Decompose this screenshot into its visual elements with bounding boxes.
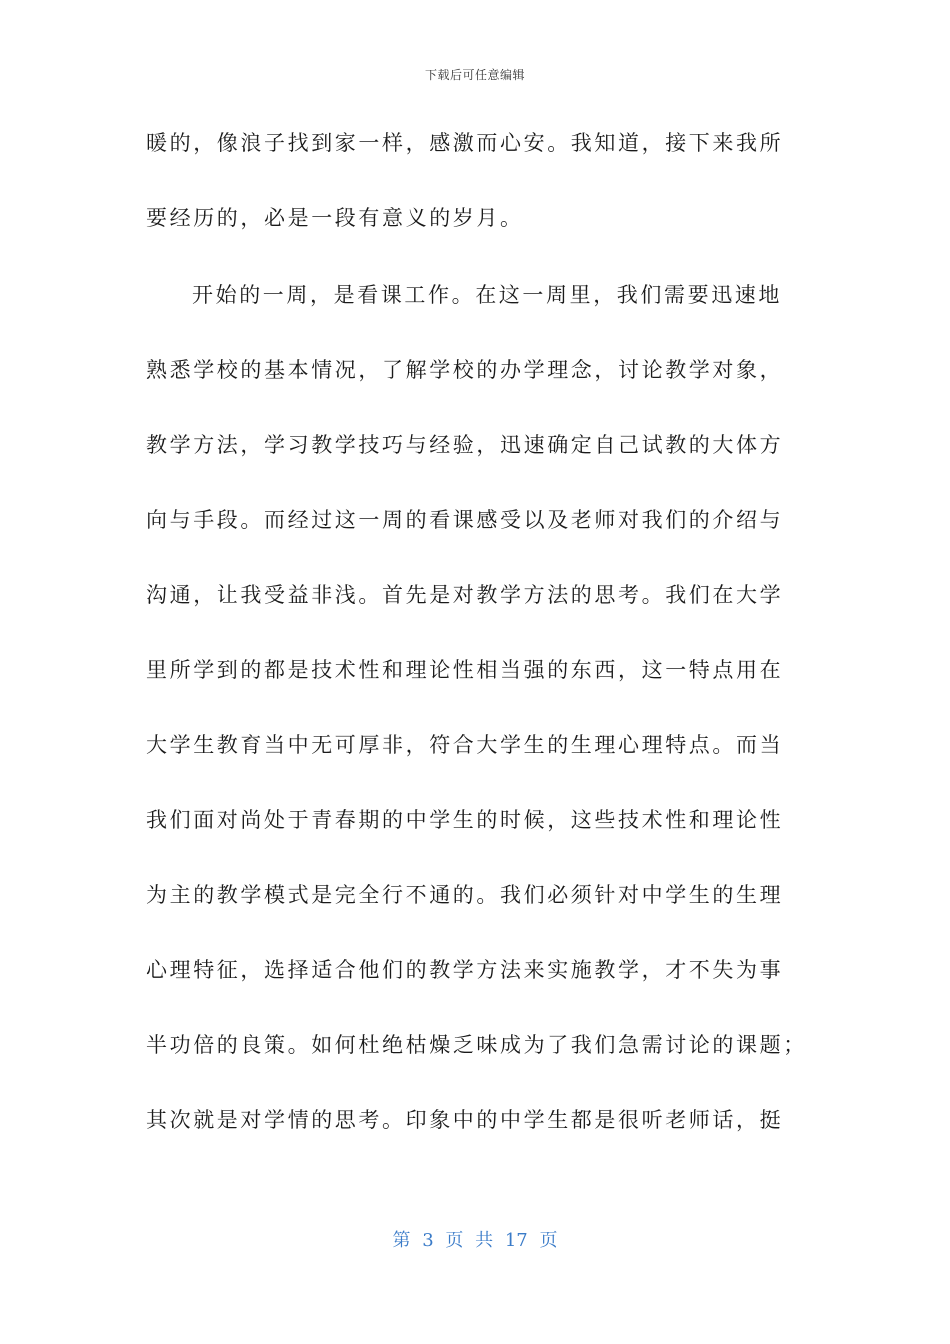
paragraph-first-line: 开始的一周，是看课工作。在这一周里，我们需要迅速地 bbox=[192, 283, 782, 307]
text-line: 为主的教学模式是完全行不通的。我们必须针对中学生的生理 bbox=[146, 883, 784, 907]
page-number: 第 3 页 共 17 页 bbox=[392, 1230, 558, 1251]
text-line: 教学方法，学习教学技巧与经验，迅速确定自己试教的大体方 bbox=[146, 433, 784, 457]
text-line: 要经历的，必是一段有意义的岁月。 bbox=[146, 206, 524, 230]
text-line: 里所学到的都是技术性和理论性相当强的东西，这一特点用在 bbox=[146, 658, 784, 682]
text-line: 我们面对尚处于青春期的中学生的时候，这些技术性和理论性 bbox=[146, 808, 784, 832]
text-line: 沟通，让我受益非浅。首先是对教学方法的思考。我们在大学 bbox=[146, 583, 784, 607]
text-line: 熟悉学校的基本情况，了解学校的办学理念，讨论教学对象， bbox=[146, 358, 784, 382]
page-header-note: 下载后可任意编辑 bbox=[424, 68, 525, 82]
text-line: 向与手段。而经过这一周的看课感受以及老师对我们的介绍与 bbox=[146, 508, 784, 532]
text-line: 大学生教育当中无可厚非，符合大学生的生理心理特点。而当 bbox=[146, 733, 784, 757]
text-line: 其次就是对学情的思考。印象中的中学生都是很听老师话，挺 bbox=[146, 1108, 784, 1132]
text-line: 心理特征，选择适合他们的教学方法来实施教学，才不失为事 bbox=[146, 958, 784, 982]
text-line: 半功倍的良策。如何杜绝枯燥乏味成为了我们急需讨论的课题； bbox=[146, 1033, 807, 1057]
text-line: 暖的，像浪子找到家一样，感激而心安。我知道，接下来我所 bbox=[146, 131, 784, 155]
